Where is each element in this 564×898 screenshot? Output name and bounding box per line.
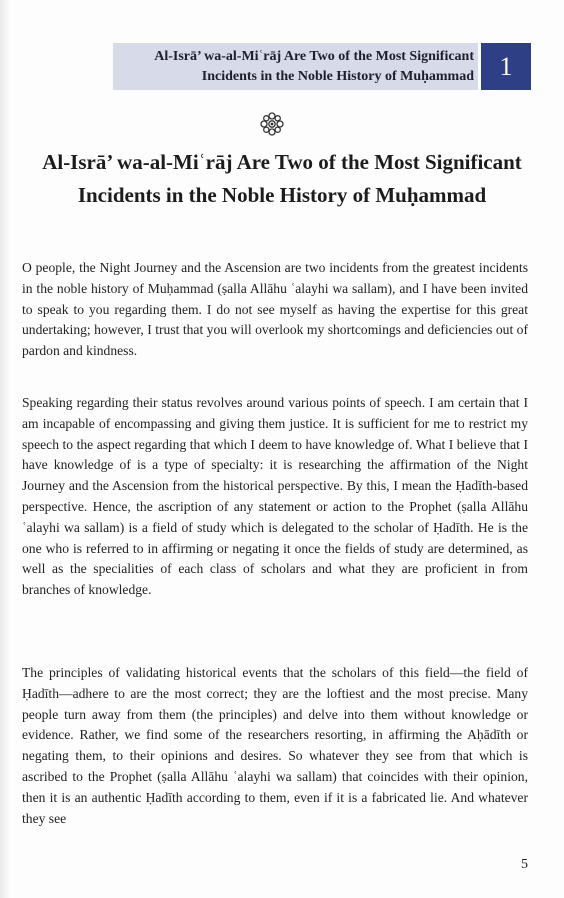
spine-shadow (0, 0, 10, 898)
paragraph-2: Speaking regarding their status revolves around various points of speech. I am certain that I am incapable of encompassing and giving them justice. It is sufficient for me to restrict my speech to the aspect regarding that which I deem to have knowledge of. What I believe that I have knowledge of is a type of specialty: it is researching the affirmation of the Night Journey and the Ascension from the historical perspective. By this, I mean the Ḥadīth-based perspective. Hence, the ascription of any statement or action to the Prophet (ṣalla Allāhu ʿalayhi wa sallam) is a field of study which is delegated to the scholar of Ḥadīth. He is the one who is referred to in affirming or negating it once the fields of study are determined, as well as the specialities of each class of scholars and what they are proficient in from branches of knowledge. (22, 395, 528, 598)
running-header-line-2: Incidents in the Noble History of Muḥammad (201, 69, 474, 84)
running-header (154, 47, 474, 87)
chapter-number: 1 (499, 51, 513, 81)
floral-rosette-icon (258, 110, 286, 138)
chapter-title (20, 146, 544, 212)
page-number: 5 (521, 857, 528, 872)
chapter-number-badge (481, 43, 531, 90)
paragraph-1: O people, the Night Journey and the Ascension are two incidents from the greatest incidents in the noble history of Muḥammad (ṣalla Allāhu ʿalayhi wa sallam), and I have been invited to speak to you regarding them. I do not see myself as having the expertise for this great undertaking; however, I trust that you will overlook my shortcomings and deficiencies out of pardon and kindness. (22, 260, 528, 359)
paragraph-3: The principles of validating historical events that the scholars of this field—the field of Ḥadīth—adhere to are the most correct; they are the loftiest and the most precise. Many people turn away from them (the principles) and delve into them without knowledge or evidence. Rather, we find some of the researchers resorting, in affirming the Aḥādīth or negating them, to their opinions and desires. So whatever they see from that which is ascribed to the Prophet (ṣalla Allāhu ʿalayhi wa sallam) that coincides with their opinion, then it is an authentic Ḥadīth according to them, even if it is a fabricated lie. And whatever they see (22, 665, 528, 826)
chapter-title-line-1: Al-Isrā’ wa-al-Miʿrāj Are Two of the Most Significant (42, 150, 522, 174)
chapter-title-line-2: Incidents in the Noble History of Muḥammad (77, 183, 487, 207)
running-header-line-1: Al-Isrā’ wa-al-Miʿrāj Are Two of the Most Significant (154, 49, 474, 64)
